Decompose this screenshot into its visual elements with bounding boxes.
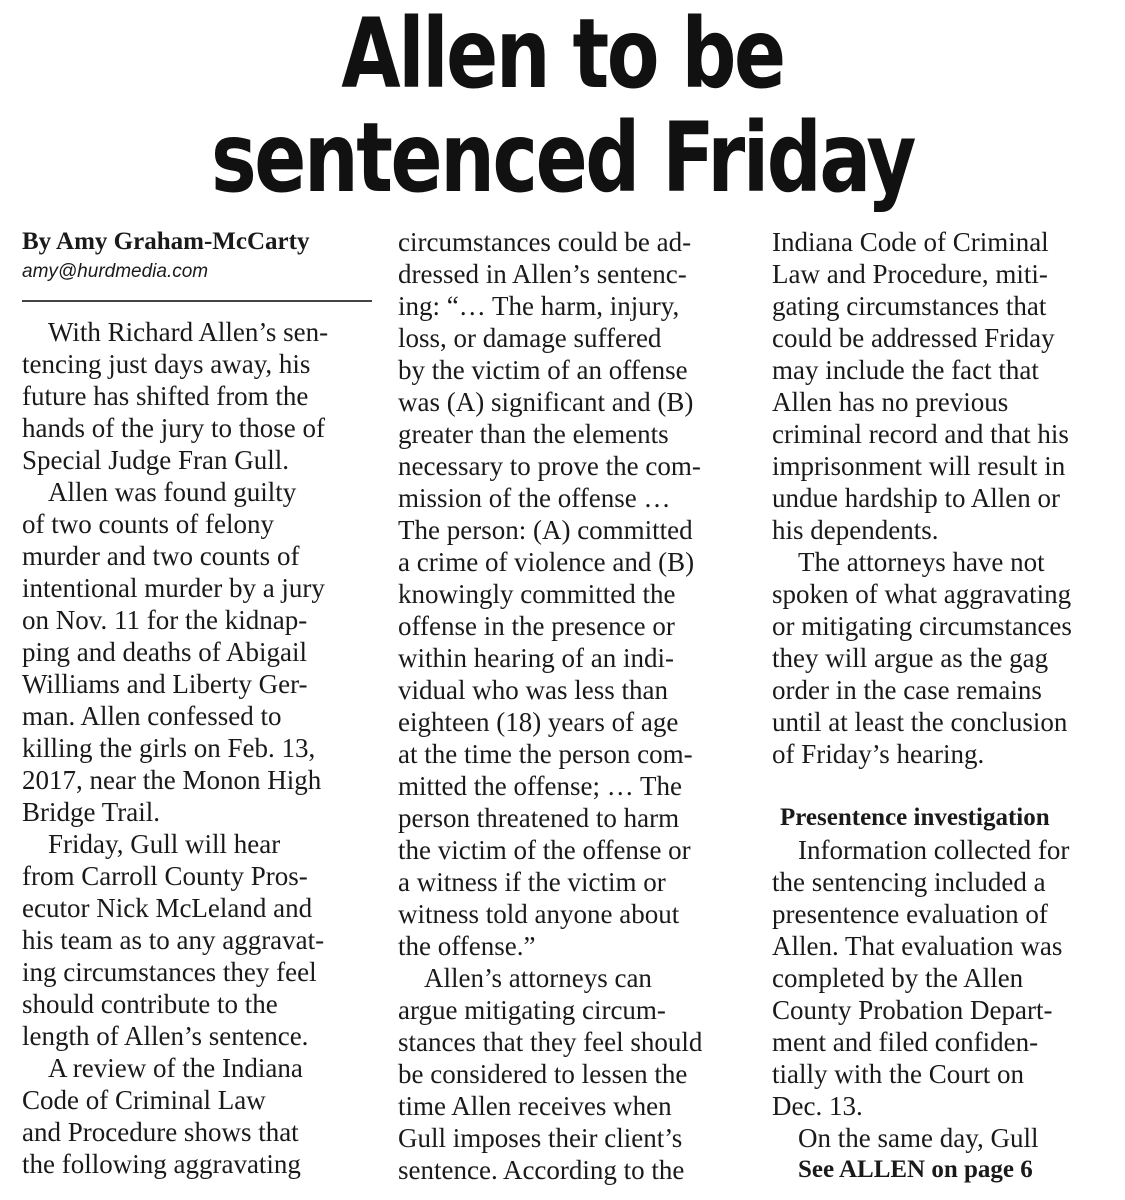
section-spacer (772, 770, 1117, 802)
text-line: sentence. According to the (398, 1155, 685, 1185)
byline-divider (22, 300, 372, 302)
text-line: Allen’s attorneys can (424, 963, 652, 993)
text-line: at the time the person com- (398, 739, 693, 769)
text-line: A review of the Indiana (48, 1053, 303, 1083)
text-line: within hearing of an indi- (398, 643, 674, 673)
text-line: loss, or damage suffered (398, 323, 662, 353)
article-column-3 (772, 226, 1117, 1186)
text-line: dressed in Allen’s sentenc- (398, 259, 687, 289)
text-line: imprisonment will result in (772, 451, 1066, 481)
text-line: stances that they feel should (398, 1027, 703, 1057)
text-line: killing the girls on Feb. 13, (22, 733, 316, 763)
byline: By Amy Graham-McCarty (22, 228, 310, 255)
text-line: Code of Criminal Law (22, 1085, 266, 1115)
text-line: may include the fact that (772, 355, 1039, 385)
text-line: or mitigating circumstances (772, 611, 1072, 641)
text-line: witness told anyone about (398, 899, 680, 929)
text-line: Information collected for (798, 835, 1070, 865)
text-line: murder and two counts of (22, 541, 300, 571)
text-line: a crime of violence and (B) (398, 547, 695, 577)
text-line: the victim of the offense or (398, 835, 691, 865)
text-line: County Probation Depart- (772, 995, 1053, 1025)
text-line: mission of the offense … (398, 483, 671, 513)
text-line: knowingly committed the (398, 579, 676, 609)
text-line: should contribute to the (22, 989, 278, 1019)
text-line: completed by the Allen (772, 963, 1024, 993)
text-line: argue mitigating circum- (398, 995, 666, 1025)
text-line: man. Allen confessed to (22, 701, 282, 731)
article-column-2 (398, 226, 748, 1186)
text-line: his team as to any aggravat- (22, 925, 325, 955)
text-line: necessary to prove the com- (398, 451, 701, 481)
text-line: presentence evaluation of (772, 899, 1048, 929)
headline-line-2: sentenced Friday (210, 102, 915, 214)
text-line: greater than the elements (398, 419, 669, 449)
text-line: tencing just days away, his (22, 349, 311, 379)
text-line: Law and Procedure, miti- (772, 259, 1048, 289)
text-line: they will argue as the gag (772, 643, 1049, 673)
text-line: length of Allen’s sentence. (22, 1021, 309, 1051)
text-line: Gull imposes their client’s (398, 1123, 683, 1153)
jump-line: See ALLEN on page 6 (798, 1156, 1033, 1183)
column-2-text (398, 226, 748, 1186)
text-line: Allen was found guilty (48, 477, 297, 507)
text-line: future has shifted from the (22, 381, 309, 411)
text-line: On the same day, Gull (798, 1123, 1039, 1153)
text-line: was (A) significant and (B) (398, 387, 694, 417)
text-line: the offense.” (398, 931, 536, 961)
text-line: The person: (A) committed (398, 515, 693, 545)
text-line: gating circumstances that (772, 291, 1047, 321)
text-line: The attorneys have not (798, 547, 1045, 577)
text-line: Special Judge Fran Gull. (22, 445, 289, 475)
text-line: mitted the offense; … The (398, 771, 682, 801)
text-line: ecutor Nick McLeland and (22, 893, 313, 923)
text-line: from Carroll County Pros- (22, 861, 308, 891)
subhead: Presentence investigation (780, 804, 1050, 831)
text-line: ing circumstances they feel (22, 957, 317, 987)
text-line: tially with the Court on (772, 1059, 1024, 1089)
text-line: With Richard Allen’s sen- (48, 317, 329, 347)
text-line: person threatened to harm (398, 803, 680, 833)
author-email: amy@hurdmedia.com (22, 261, 209, 282)
text-line: Indiana Code of Criminal (772, 227, 1049, 257)
text-line: Allen has no previous (772, 387, 1009, 417)
article-column-1 (22, 226, 372, 1180)
text-line: offense in the presence or (398, 611, 675, 641)
text-line: 2017, near the Monon High (22, 765, 322, 795)
text-line: spoken of what aggravating (772, 579, 1072, 609)
text-line: Dec. 13. (772, 1091, 863, 1121)
text-line: of Friday’s hearing. (772, 739, 985, 769)
text-line: a witness if the victim or (398, 867, 666, 897)
text-line: eighteen (18) years of age (398, 707, 679, 737)
column-3-text-top (772, 226, 1117, 770)
text-line: ment and filed confiden- (772, 1027, 1039, 1057)
text-line: criminal record and that his (772, 419, 1069, 449)
text-line: the following aggravating (22, 1149, 301, 1179)
text-line: could be addressed Friday (772, 323, 1055, 353)
text-line: by the victim of an offense (398, 355, 688, 385)
text-line: Allen. That evaluation was (772, 931, 1063, 961)
text-line: and Procedure shows that (22, 1117, 299, 1147)
text-line: be considered to lessen the (398, 1059, 688, 1089)
text-line: undue hardship to Allen or (772, 483, 1060, 513)
column-1-text (22, 316, 372, 1180)
text-line: time Allen receives when (398, 1091, 672, 1121)
text-line: vidual who was less than (398, 675, 668, 705)
text-line: Friday, Gull will hear (48, 829, 281, 859)
headline (113, 0, 1013, 214)
text-line: ping and deaths of Abigail (22, 637, 307, 667)
text-line: ing: “… The harm, injury, (398, 291, 680, 321)
text-line: Bridge Trail. (22, 797, 161, 827)
headline-line-1: Allen to be (341, 0, 784, 110)
text-line: intentional murder by a jury (22, 573, 325, 603)
text-line: the sentencing included a (772, 867, 1046, 897)
text-line: Williams and Liberty Ger- (22, 669, 308, 699)
text-line: circumstances could be ad- (398, 227, 692, 257)
column-3-text-bottom (772, 834, 1117, 1154)
text-line: order in the case remains (772, 675, 1042, 705)
text-line: until at least the conclusion (772, 707, 1068, 737)
text-line: on Nov. 11 for the kidnap- (22, 605, 308, 635)
text-line: of two counts of felony (22, 509, 274, 539)
text-line: his dependents. (772, 515, 939, 545)
text-line: hands of the jury to those of (22, 413, 325, 443)
